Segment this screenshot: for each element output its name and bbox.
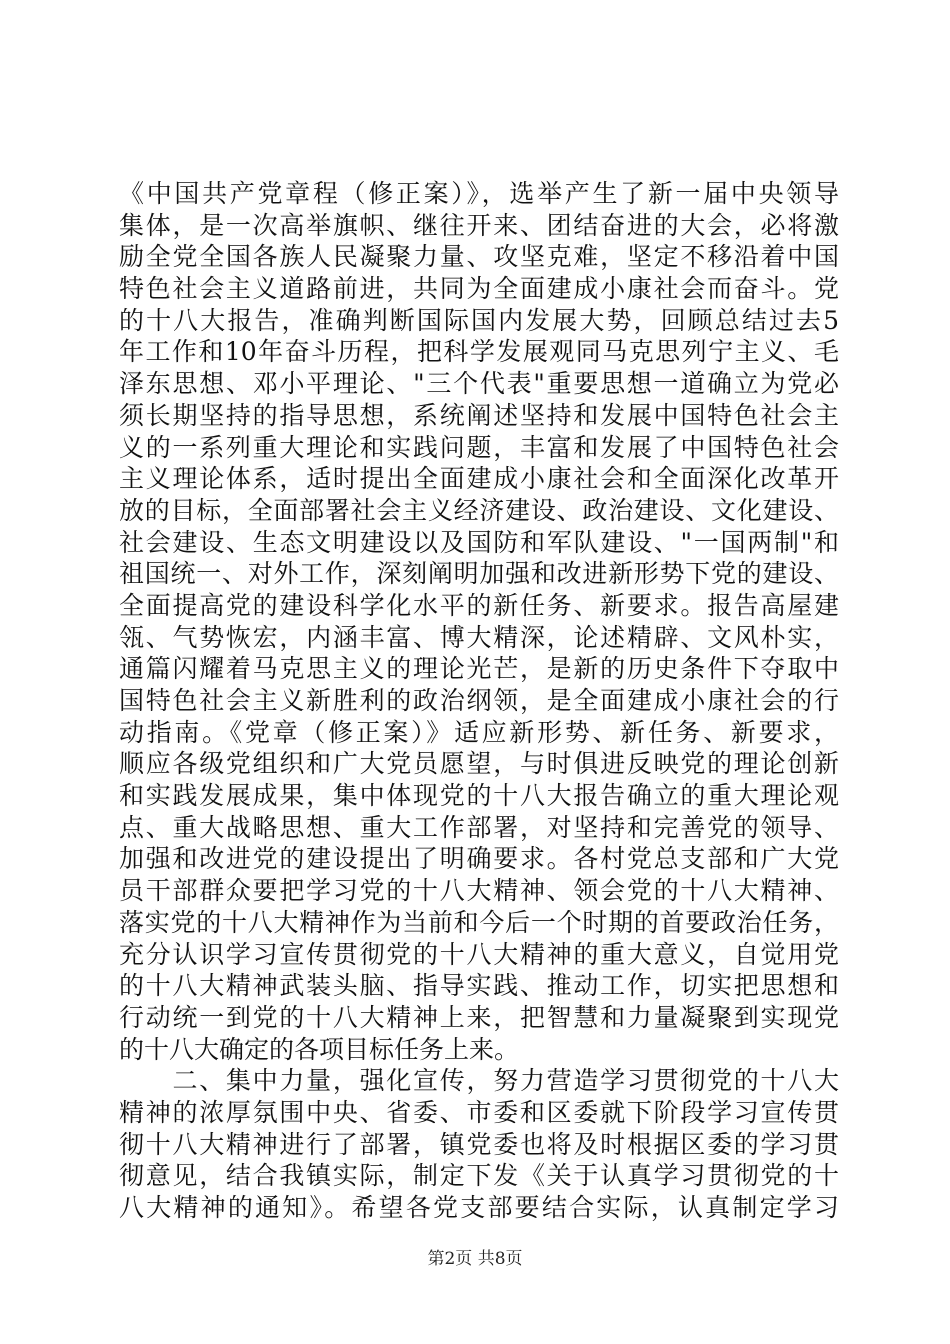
text-line: 主义理论体系，适时提出全面建成小康社会和全面深化改革开	[119, 464, 839, 494]
text-line: 的十八大精神武装头脑、指导实践、推动工作，切实把思想和	[119, 971, 839, 1001]
text-line: 泽东思想、邓小平理论、"三个代表"重要思想一道确立为党必	[119, 369, 839, 399]
text-line: 通篇闪耀着马克思主义的理论光芒，是新的历史条件下夺取中	[119, 654, 839, 684]
text-line: 社会建设、生态文明建设以及国防和军队建设、"一国两制"和	[119, 527, 839, 557]
text-line: 国特色社会主义新胜利的政治纲领，是全面建成小康社会的行	[119, 686, 839, 715]
text-line: 全面提高党的建设科学化水平的新任务、新要求。报告高屋建	[119, 590, 839, 620]
text-line: 的十八大确定的各项目标任务上来。	[119, 1034, 520, 1064]
page-number-footer: 第2页 共8页	[427, 1249, 523, 1269]
text-line: 集体，是一次高举旗帜、继往开来、团结奋进的大会，必将激	[119, 210, 839, 240]
text-line: 精神的浓厚氛围中央、省委、市委和区委就下阶段学习宣传贯	[119, 1097, 839, 1127]
text-line: 《中国共产党章程（修正案）》，选举产生了新一届中央领导	[119, 179, 839, 208]
text-line: 须长期坚持的指导思想，系统阐述坚持和发展中国特色社会主	[119, 400, 839, 430]
text-line: 充分认识学习宣传贯彻党的十八大精神的重大意义，自觉用党	[119, 939, 839, 969]
text-line: 员干部群众要把学习党的十八大精神、领会党的十八大精神、	[119, 876, 839, 906]
text-line: 彻意见，结合我镇实际，制定下发《关于认真学习贯彻党的十	[119, 1161, 839, 1191]
text-line: 行动统一到党的十八大精神上来，把智慧和力量凝聚到实现党	[119, 1002, 839, 1032]
text-line: 落实党的十八大精神作为当前和今后一个时期的首要政治任务，	[119, 907, 839, 937]
text-line: 八大精神的通知》。希望各党支部要结合实际，认真制定学习	[119, 1193, 839, 1222]
text-line: 祖国统一、对外工作，深刻阐明加强和改进新形势下党的建设、	[119, 559, 839, 589]
body-text	[119, 178, 839, 1224]
text-line: 顺应各级党组织和广大党员愿望，与时俱进反映党的理论创新	[119, 749, 839, 779]
text-line: 年工作和10年奋斗历程，把科学发展观同马克思列宁主义、毛	[119, 337, 839, 367]
text-line: 和实践发展成果，集中体现党的十八大报告确立的重大理论观	[119, 781, 839, 811]
text-line: 特色社会主义道路前进，共同为全面建成小康社会而奋斗。党	[119, 274, 839, 304]
text-line: 瓴、气势恢宏，内涵丰富、博大精深，论述精辟、文风朴实，	[119, 622, 839, 652]
text-line: 加强和改进党的建设提出了明确要求。各村党总支部和广大党	[119, 844, 839, 874]
text-line: 放的目标，全面部署社会主义经济建设、政治建设、文化建设、	[119, 495, 839, 525]
text-line: 彻十八大精神进行了部署，镇党委也将及时根据区委的学习贯	[119, 1129, 839, 1159]
text-line: 义的一系列重大理论和实践问题，丰富和发展了中国特色社会	[119, 432, 839, 462]
text-line: 点、重大战略思想、重大工作部署，对坚持和完善党的领导、	[119, 812, 839, 842]
text-line: 动指南。《党章（修正案）》适应新形势、新任务、新要求，	[119, 717, 839, 747]
text-line: 励全党全国各族人民凝聚力量、攻坚克难，坚定不移沿着中国	[119, 242, 839, 272]
text-line: 的十八大报告，准确判断国际国内发展大势，回顾总结过去5	[119, 305, 839, 335]
text-line: 二、集中力量，强化宣传，努力营造学习贯彻党的十八大	[119, 1066, 839, 1096]
